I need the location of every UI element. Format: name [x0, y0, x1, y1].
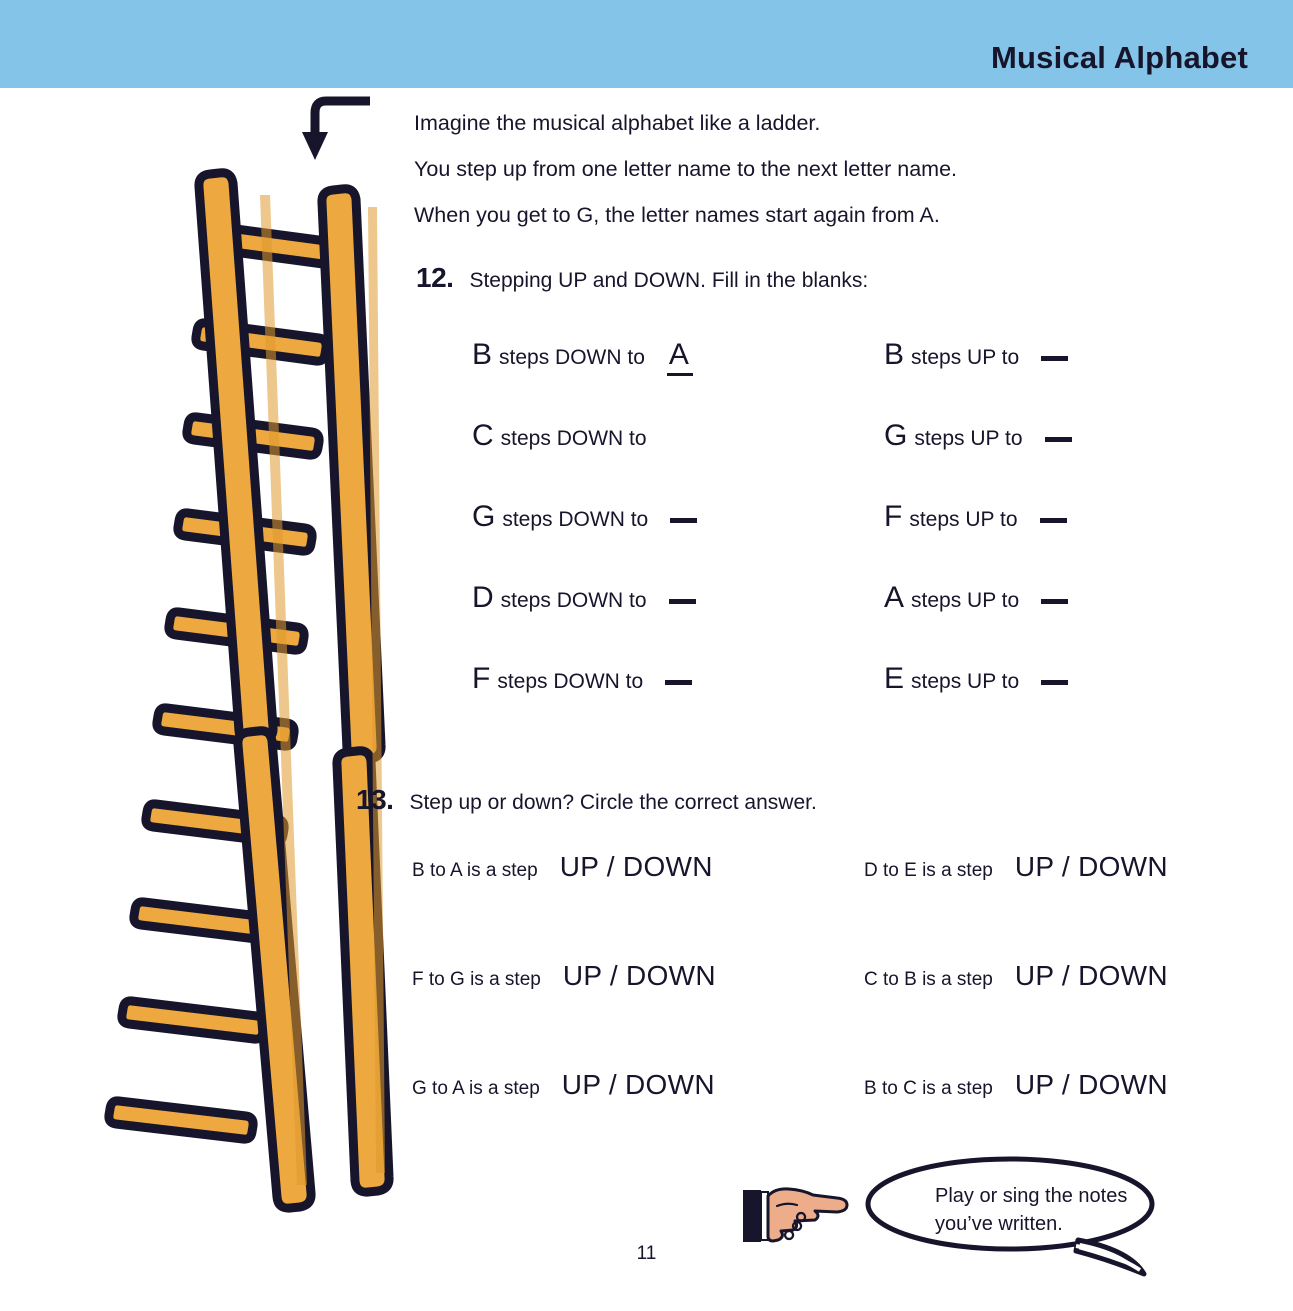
note-letter: B — [472, 338, 493, 371]
intro-line-1: Imagine the musical alphabet like a ladder. — [414, 111, 821, 135]
step-direction-text: steps DOWN to — [497, 670, 644, 693]
question-12-heading — [416, 262, 868, 294]
answer-slot[interactable] — [1041, 675, 1083, 693]
step-pair-label: G to A is a step — [412, 1078, 540, 1099]
q12-item — [472, 502, 884, 535]
q12-item — [884, 340, 1152, 373]
answer-slot[interactable] — [669, 594, 711, 612]
step-direction-text: steps UP to — [914, 427, 1023, 450]
q12-row — [472, 340, 1152, 421]
answer-slot[interactable] — [1045, 432, 1087, 450]
answer-slot[interactable] — [1041, 351, 1083, 369]
answer-slot[interactable] — [670, 513, 712, 531]
answer-blank-line — [1040, 518, 1067, 523]
q12-item — [472, 340, 884, 373]
note-letter: B — [884, 338, 905, 371]
answer-blank-line — [1041, 356, 1068, 361]
up-down-choice[interactable]: UP / DOWN — [561, 1069, 715, 1100]
q13-item — [412, 1070, 864, 1104]
q12-row — [472, 583, 1152, 664]
answer-value: A — [667, 338, 693, 376]
up-down-choice[interactable]: UP / DOWN — [559, 851, 713, 882]
answer-blank-line — [1041, 599, 1068, 604]
up-down-choice[interactable]: UP / DOWN — [1014, 1069, 1168, 1100]
q12-item — [884, 664, 1152, 697]
q13-item — [412, 852, 864, 886]
step-direction-text: steps UP to — [909, 508, 1018, 531]
q12-row — [472, 664, 1152, 745]
answer-blank-line — [665, 680, 692, 685]
answer-slot[interactable] — [665, 675, 707, 693]
ladder-illustration — [55, 145, 395, 1240]
question-13-answer-grid — [412, 852, 1212, 1179]
note-letter: A — [884, 581, 905, 614]
question-13-heading — [356, 784, 817, 816]
note-letter: D — [472, 581, 494, 614]
up-down-choice[interactable]: UP / DOWN — [562, 960, 716, 991]
note-letter: C — [472, 419, 494, 452]
intro-paragraph — [414, 100, 1114, 238]
answer-slot[interactable] — [669, 432, 711, 450]
question-12-number: 12. — [416, 262, 454, 293]
note-letter: G — [472, 500, 496, 533]
q13-item — [412, 961, 864, 995]
q13-row — [412, 852, 1212, 961]
question-13-prompt: Step up or down? Circle the correct answer. — [409, 791, 817, 814]
step-direction-text: steps DOWN to — [502, 508, 649, 531]
step-direction-text: steps UP to — [911, 346, 1020, 369]
answer-blank-line — [669, 599, 696, 604]
q12-row — [472, 421, 1152, 502]
q12-item — [472, 583, 884, 616]
speech-bubble-line-2: you’ve written. — [935, 1213, 1063, 1235]
step-direction-text: steps DOWN to — [500, 427, 647, 450]
q13-item — [864, 852, 1212, 886]
q13-item — [864, 961, 1212, 995]
step-direction-text: steps UP to — [911, 589, 1020, 612]
answer-blank-line — [1045, 437, 1072, 442]
step-direction-text: steps DOWN to — [499, 346, 645, 369]
page-title: Musical Alphabet — [991, 40, 1248, 75]
q12-item — [472, 421, 884, 454]
q12-item — [884, 583, 1152, 616]
q13-row — [412, 961, 1212, 1070]
answer-slot[interactable] — [1041, 594, 1083, 612]
step-pair-label: C to B is a step — [864, 969, 993, 990]
q12-item — [884, 502, 1152, 535]
intro-line-3: When you get to G, the letter names start again from A. — [414, 203, 940, 227]
answer-slot[interactable] — [1040, 513, 1082, 531]
answer-slot[interactable] — [667, 340, 709, 370]
note-letter: F — [472, 662, 491, 695]
note-letter: E — [884, 662, 905, 695]
answer-blank-line — [1041, 680, 1068, 685]
question-13-number: 13. — [356, 784, 394, 815]
step-pair-label: B to C is a step — [864, 1078, 993, 1099]
step-pair-label: D to E is a step — [864, 860, 993, 881]
step-pair-label: F to G is a step — [412, 969, 541, 990]
step-pair-label: B to A is a step — [412, 860, 538, 881]
step-direction-text: steps DOWN to — [500, 589, 647, 612]
q12-item — [884, 421, 1152, 454]
question-12-prompt: Stepping UP and DOWN. Fill in the blanks: — [469, 269, 869, 292]
page-number: 11 — [636, 1243, 657, 1264]
step-direction-text: steps UP to — [911, 670, 1020, 693]
note-letter: F — [884, 500, 903, 533]
up-down-choice[interactable]: UP / DOWN — [1014, 851, 1168, 882]
q13-item — [864, 1070, 1212, 1104]
question-12-answer-grid — [472, 340, 1152, 745]
note-letter: G — [884, 419, 908, 452]
answer-blank-line — [670, 518, 697, 523]
q12-row — [472, 502, 1152, 583]
speech-bubble-text — [935, 1182, 1185, 1238]
speech-bubble-line-1: Play or sing the notes — [935, 1185, 1128, 1207]
intro-line-2: You step up from one letter name to the next letter name. — [414, 157, 958, 181]
up-down-choice[interactable]: UP / DOWN — [1014, 960, 1168, 991]
q12-item — [472, 664, 884, 697]
